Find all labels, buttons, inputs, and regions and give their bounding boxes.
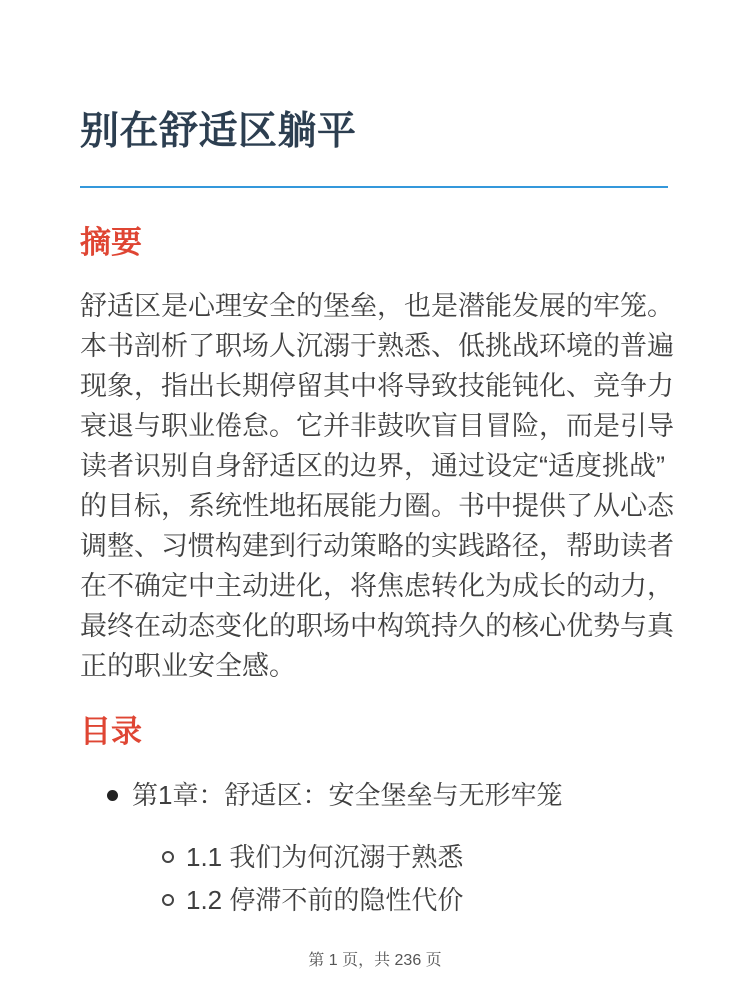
toc-chapter-label: 第1章：舒适区：安全堡垒与无形牢笼: [132, 779, 563, 810]
toc-section-label: 1.2 停滞不前的隐性代价: [186, 884, 464, 915]
bullet-circle-icon: [162, 894, 174, 906]
toc-section-label: 1.1 我们为何沉溺于熟悉: [186, 841, 464, 872]
page-number-footer: 第 1 页，共 236 页: [308, 952, 442, 969]
toc-section-item: [80, 885, 676, 915]
abstract-paragraph: 舒适区是心理安全的堡垒，也是潜能发展的牢笼。本书剖析了职场人沉溺于熟悉、低挑战环境的普遍现象，指出长期停留其中将导致技能钝化、竞争力衰退与职业倦怠。它并非鼓吹盲目冒险，而是引导读者识别自身舒适区的边界，通过设定“适度挑战”的目标，系统性地拓展能力圈。书中提供了从心态调整、习惯构建到行动策略的实践路径，帮助读者在不确定中主动进化，将焦虑转化为成长的动力，最终在动态变化的职场中构筑持久的核心优势与真正的职业安全感。: [80, 291, 674, 682]
toc-section-item: [80, 842, 676, 872]
bullet-disc-icon: [107, 790, 118, 801]
title-divider-rule: [80, 186, 668, 188]
bullet-circle-icon: [162, 851, 174, 863]
toc-list: [80, 780, 676, 915]
abstract-heading: 摘要: [80, 224, 142, 260]
toc-chapter-item: [80, 780, 676, 810]
toc-heading: 目录: [80, 714, 142, 750]
document-title: 别在舒适区躺平: [80, 110, 357, 153]
toc-sublist: [80, 842, 676, 915]
